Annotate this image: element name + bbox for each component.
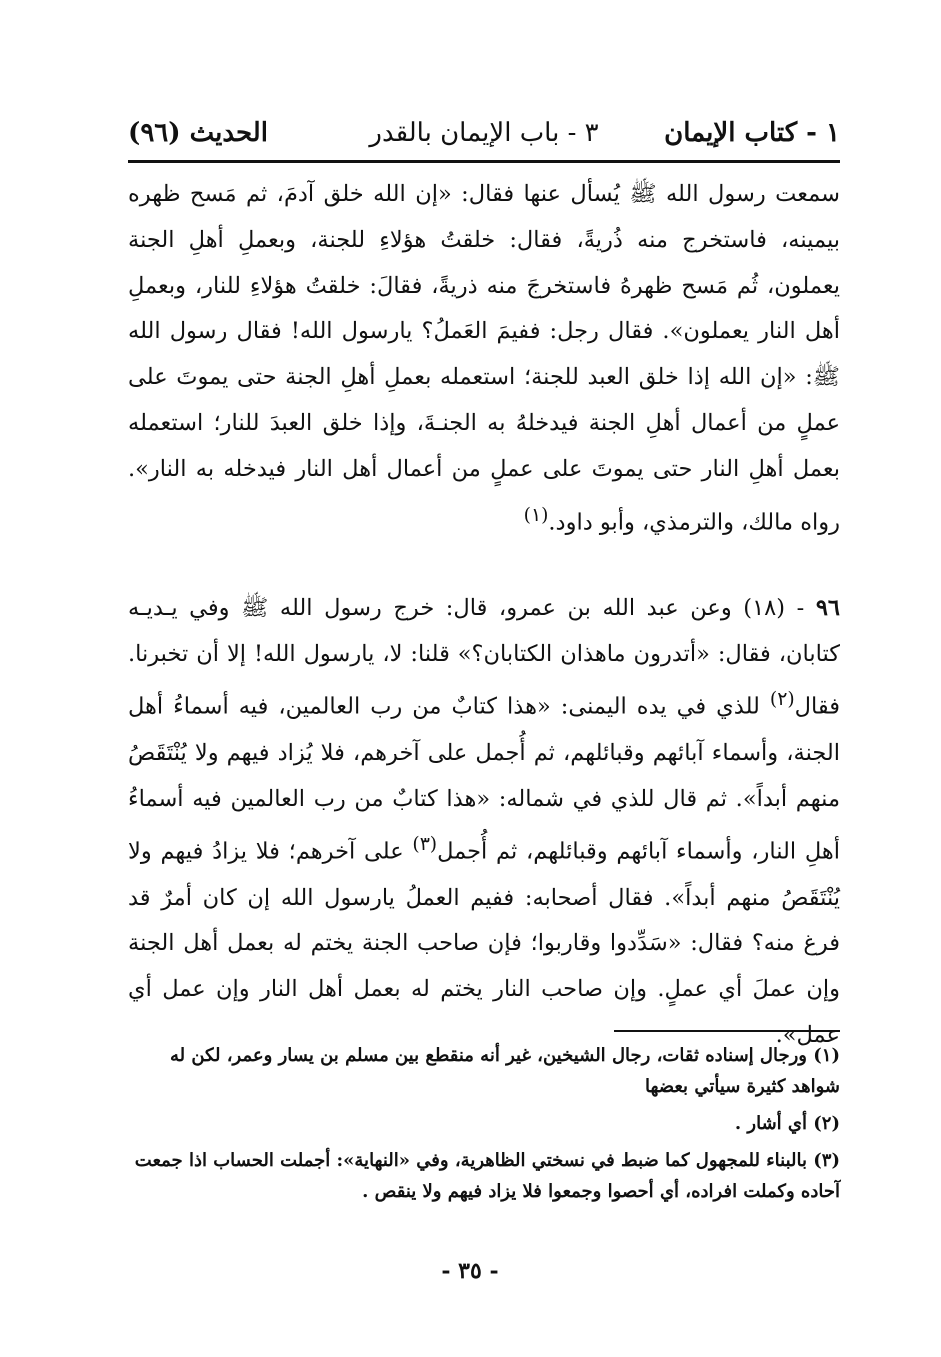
header-rule: [128, 160, 840, 163]
section-title: ٣ - باب الإيمان بالقدر: [369, 118, 599, 148]
paragraph-2-text-a: - (١٨) وعن عبد الله بن عمرو، قال: خرج رسول الله ﷺ وفي يـديـه كتابان، فقال: «أتدرون ماهذان الكتابان؟» قلنا: لا، يارسول الله! إلا أن تخبرنا. فقال: [128, 594, 840, 720]
running-header: [128, 110, 840, 158]
paragraph-2-text-c: على آخرهم؛ فلا يزادُ فيهم ولا يُنْتَقَصُ منهم أبداً». فقال أصحابه: ففيم العملُ يارسول الله إن كان أمرٌ قد فرغ منه؟ فقال: «سَدِّدوا وقاربوا؛ فإن صاحب الجنة يختم له بعمل أهل الجنة وإن عملَ أي عملٍ. وإن صاحب النار يختم له بعمل أهل النار وإن عمل أي عمل».: [128, 838, 840, 1049]
hadith-reference: الحديث (٩٦): [128, 118, 268, 148]
footnote-1: (١) ورجال إسناده ثقات، رجال الشيخين، غير أنه منقطع بين مسلم بن يسار وعمر، لكن له شواهد كثيرة سيأتي بعضها: [169, 1045, 840, 1097]
page-number: - ٣٥ -: [441, 1258, 499, 1284]
chapter-title: ١ - كتاب الإيمان: [664, 118, 840, 148]
paragraph-1-text: سمعت رسول الله ﷺ يُسأل عنها فقال: «إن الله خلق آدمَ، ثم مَسح ظهره بيمينه، فاستخرج منه ذُريةً، فقال: خلقتُ هؤلاءِ للجنة، وبعملِ أهلِ الجنة يعملون، ثُم مَسح ظهرهُ فاستخرجَ منه ذريةً، فقالَ: خلقتُ هؤلاءِ للنار، وبعملِ أهل النار يعملون». فقال رجل: ففيمَ العَملُ؟ يارسول الله! فقال رسول الله ﷺ: «إن الله إذا خلق العبد للجنة؛ استعمله بعملِ أهلِ الجنة حتى يموتَ على عملٍ من أعمال أهلِ الجنة فيدخلهُ به الجنـةَ، وإذا خلق العبدَ للنار؛ استعمله بعمل أهلِ النار حتى يموتَ على عملٍ من أعمال أهل النار فيدخله به النار». رواه مالك، والترمذي، وأبو داود.: [128, 181, 840, 536]
footnote-3: (٣) بالبناء للمجهول كما ضبط في نسختي الظاهرية، وفي «النهاية»: أجملت الحساب اذا جمعت آحاده وكملت افراده، أي أحصوا وجمعوا فلا يزاد فيهم ولا ينقص .: [134, 1150, 840, 1202]
footnote-marker-2: (٢): [769, 689, 795, 711]
main-text: [128, 172, 840, 1059]
footnote-rule: [614, 1030, 840, 1032]
footnote-marker-3: (٣): [412, 834, 438, 856]
footnote-marker-1: (١): [523, 504, 549, 526]
footnote-2: (٢) أي أشار .: [734, 1113, 840, 1134]
footnotes: [128, 1040, 840, 1207]
hadith-number: ٩٦: [815, 594, 840, 621]
paragraph-2-text-b: للذي في يده اليمنى: «هذا كتابٌ من رب العالمين، فيه أسماءُ أهل الجنة، وأسماء آبائهم وقبائلهم، ثم أُجمل على آخرهم، فلا يُزاد فيهم ولا يُنْتَقَصُ منهم أبداً». ثم قال للذي في شماله: «هذا كتابٌ من رب العالمين فيه أسماءُ أهلِ النار، وأسماء آبائهم وقبائلهم، ثم أُجمل: [128, 693, 840, 865]
paragraph-2: [128, 586, 840, 1059]
paragraph-1: [128, 172, 840, 546]
